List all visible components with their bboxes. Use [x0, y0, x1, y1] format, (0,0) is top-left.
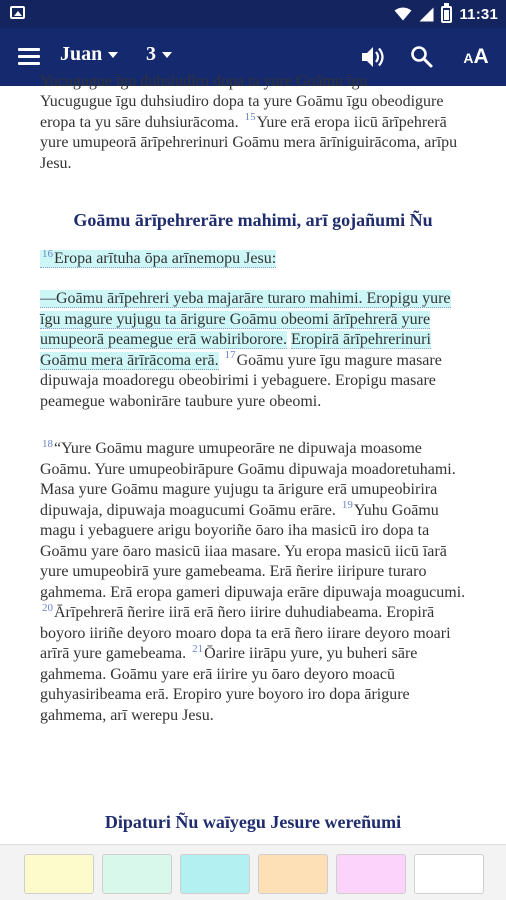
wifi-icon: [394, 7, 412, 21]
swatch-mint[interactable]: [102, 854, 172, 894]
verse-text[interactable]: Yucugugue īgu duhsiudiro dopa ta yure Goāmu īgu obeodigure eropa ta yu sāre duhsiurācoma.: [40, 93, 444, 131]
gallery-icon: [10, 6, 25, 19]
chevron-down-icon: [108, 52, 118, 58]
verse-text[interactable]: Goāmu yure īgu magure masare dipuwaja moadoregu obeobirimi i yebaguere. Eropigu masare peamegue wabonirāre taubure yure obeomi.: [40, 351, 442, 410]
verse-number: 17: [224, 349, 236, 362]
clipped-text-line: Yucugugue īgu duhsiudiro dopa ta yure Goāmu īgu: [40, 73, 368, 90]
paragraph-1: [40, 92, 472, 174]
swatch-cyan[interactable]: [180, 854, 250, 894]
highlighted-verse[interactable]: Eropirā ārīpehrerinuri Goāmu mera ārīrācoma erā.: [40, 331, 431, 369]
section-heading: Dipaturi Ñu waīyegu Jesure wereñumi: [104, 812, 402, 832]
paragraph-4: [40, 439, 472, 726]
status-icons: [394, 4, 498, 24]
text-size-icon[interactable]: AA: [463, 45, 489, 68]
verse-number: 21: [192, 642, 204, 655]
highlight-palette: [0, 844, 506, 900]
chevron-down-icon: [162, 52, 172, 58]
paragraph-2: [40, 249, 472, 270]
verse-text[interactable]: Yuhu Goāmu magu i yebaguere arigu boyoriñe ōaro iha masicū iro dopa ta Goāmu yare ōaro masicū iiaa masare. Yu eropa masicū iicū īarā yure umupeobirā yure gamebeama. Erā ñerire iiripure turaro gahmema. Erā eropa gameri dipuwaja erāre dipuwaja moagucumi.: [40, 501, 466, 601]
verse-number: 18: [42, 437, 53, 450]
verse-number: 20: [42, 601, 53, 614]
paragraph-3: [40, 289, 472, 412]
verse-text[interactable]: “Yure Goāmu magure umupeorāre ne dipuwaja moasome Goāmu. Yure umupeobirāpure Goāmu dipuwaja moadoretuhami. Masa yure Goāmu magure yujugu ta ārigure erā umupeobirira dipuwaja, dipuwaja moagucumi Goāmu erāre.: [40, 440, 456, 519]
status-bar: [0, 0, 506, 28]
search-icon[interactable]: [406, 41, 438, 73]
verse-number: 16: [42, 247, 53, 260]
chapter-label: 3: [146, 43, 156, 65]
book-selector[interactable]: [60, 43, 118, 66]
verse-text[interactable]: Eropa arītuha ōpa arīnemopu Jesu:: [54, 250, 277, 267]
verse-text[interactable]: Yure erā eropa iicū ārīpehrerā yure umupeorā ārīpehrerinuri Goāmu mera ārīniguirācoma, arīpu Jesu.: [40, 113, 458, 172]
swatch-yellow[interactable]: [24, 854, 94, 894]
swatch-pink[interactable]: [336, 854, 406, 894]
chapter-selector[interactable]: [146, 43, 172, 66]
swatch-white[interactable]: [414, 854, 484, 894]
verse-text[interactable]: Ōarire iirāpu yure, yu buheri sāre gahmema. Goāmu yare erā iirire yu ōaro deyoro moacū guhyasiribeama erā. Eropiro yure boyoro iro dopa ārigure gahmema, arī werepu Jesu.: [40, 645, 418, 724]
battery-icon: [441, 6, 452, 23]
chapter-text: [0, 73, 506, 844]
section-heading: Goāmu ārīpehrerāre mahimi, arī gojañumi Ñu: [73, 210, 433, 230]
book-label: Juan: [60, 43, 103, 65]
verse-number: 15: [244, 111, 256, 124]
highlighted-verse: [40, 247, 277, 268]
signal-icon: [419, 7, 434, 22]
verse-number: 19: [341, 499, 353, 512]
clock: 11:31: [459, 5, 498, 23]
menu-icon[interactable]: [18, 47, 40, 67]
volume-icon[interactable]: [356, 41, 388, 73]
highlighted-verse[interactable]: —Goāmu ārīpehreri yeba majarāre turaro mahimi. Eropigu yure īgu magure yujugu ta ārigure Goāmu obeomi ārīpehrerā yure umupeorā peamegue erā wabiriborore.: [40, 290, 451, 348]
verse-text[interactable]: Ārīpehrerā ñerire iirā erā ñero iirire duhudiabeama. Eropirā boyoro iiriñe deyoro moaro dopa ta erā ñero iirare deyoro moari arīrā yure gamebeama.: [40, 604, 451, 662]
swatch-peach[interactable]: [258, 854, 328, 894]
